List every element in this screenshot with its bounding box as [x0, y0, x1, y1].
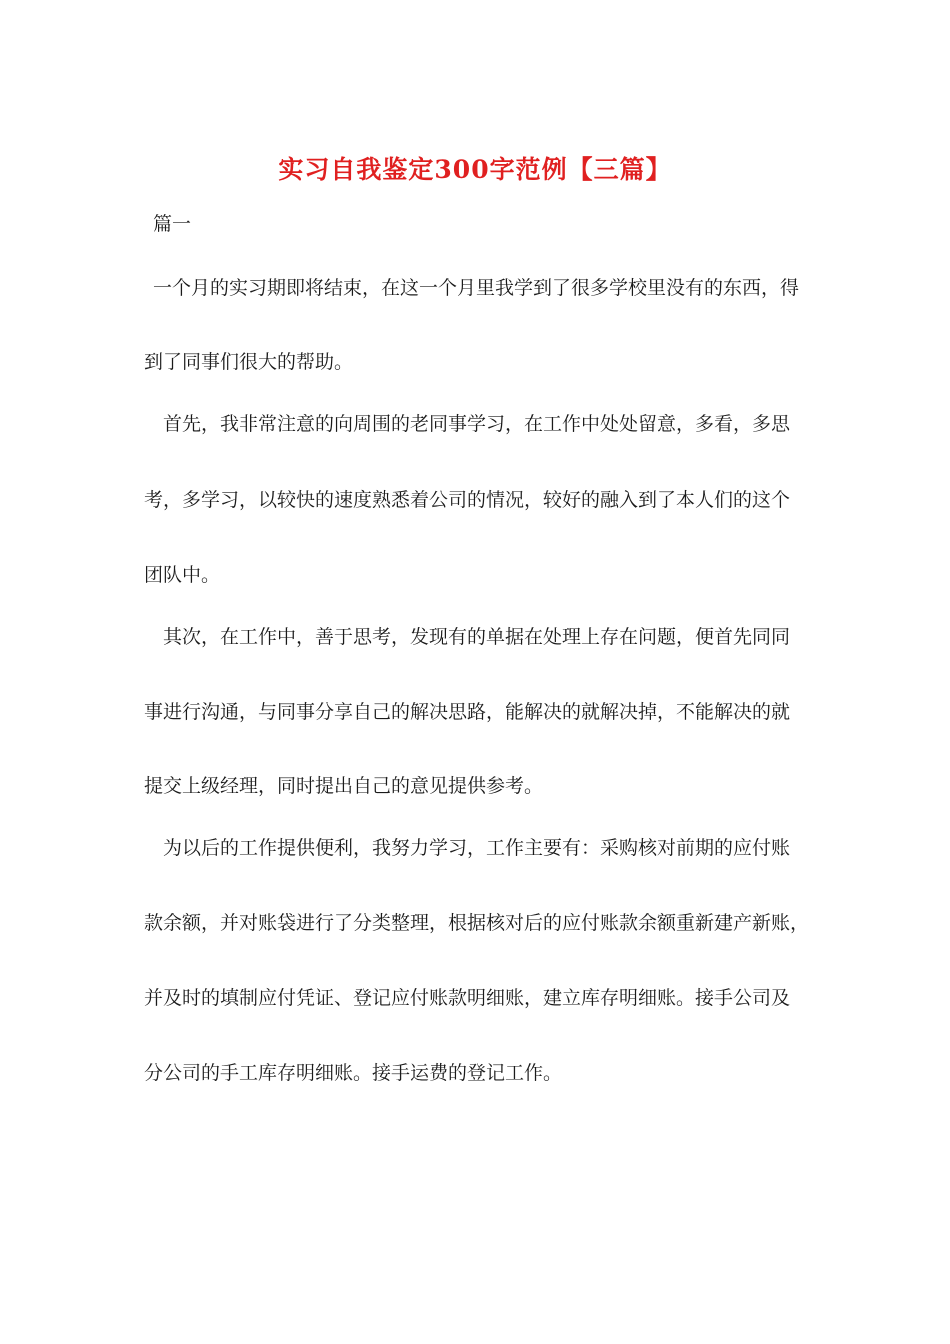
paragraph-4-line-3: 并及时的填制应付凭证、登记应付账款明细账，建立库存明细账。接手公司及: [144, 987, 791, 1009]
paragraph-4-line-1: 为以后的工作提供便利，我努力学习，工作主要有：采购核对前期的应付账: [163, 837, 791, 859]
paragraph-3-line-2: 事进行沟通，与同事分享自己的解决思路，能解决的就解决掉，不能解决的就: [144, 701, 791, 723]
paragraph-2-line-1: 首先，我非常注意的向周围的老同事学习，在工作中处处留意，多看，多思: [163, 413, 791, 435]
section-label: 篇一: [153, 213, 192, 235]
document-title: 实习自我鉴定300字范例【三篇】: [278, 155, 672, 184]
paragraph-3-line-1: 其次，在工作中，善于思考，发现有的单据在处理上存在问题，便首先同同: [163, 626, 791, 648]
paragraph-2-line-2: 考，多学习，以较快的速度熟悉着公司的情况，较好的融入到了本人们的这个: [144, 489, 791, 511]
paragraph-4-line-4: 分公司的手工库存明细账。接手运费的登记工作。: [144, 1062, 563, 1084]
paragraph-2-line-3: 团队中。: [144, 564, 221, 586]
paragraph-4-line-2: 款余额，并对账袋进行了分类整理，根据核对后的应付账款余额重新建产新账，: [144, 912, 810, 934]
paragraph-1-line-1: 一个月的实习期即将结束，在这一个月里我学到了很多学校里没有的东西，得: [153, 277, 800, 299]
paragraph-1-line-2: 到了同事们很大的帮助。: [144, 351, 354, 373]
paragraph-3-line-3: 提交上级经理，同时提出自己的意见提供参考。: [144, 775, 544, 797]
